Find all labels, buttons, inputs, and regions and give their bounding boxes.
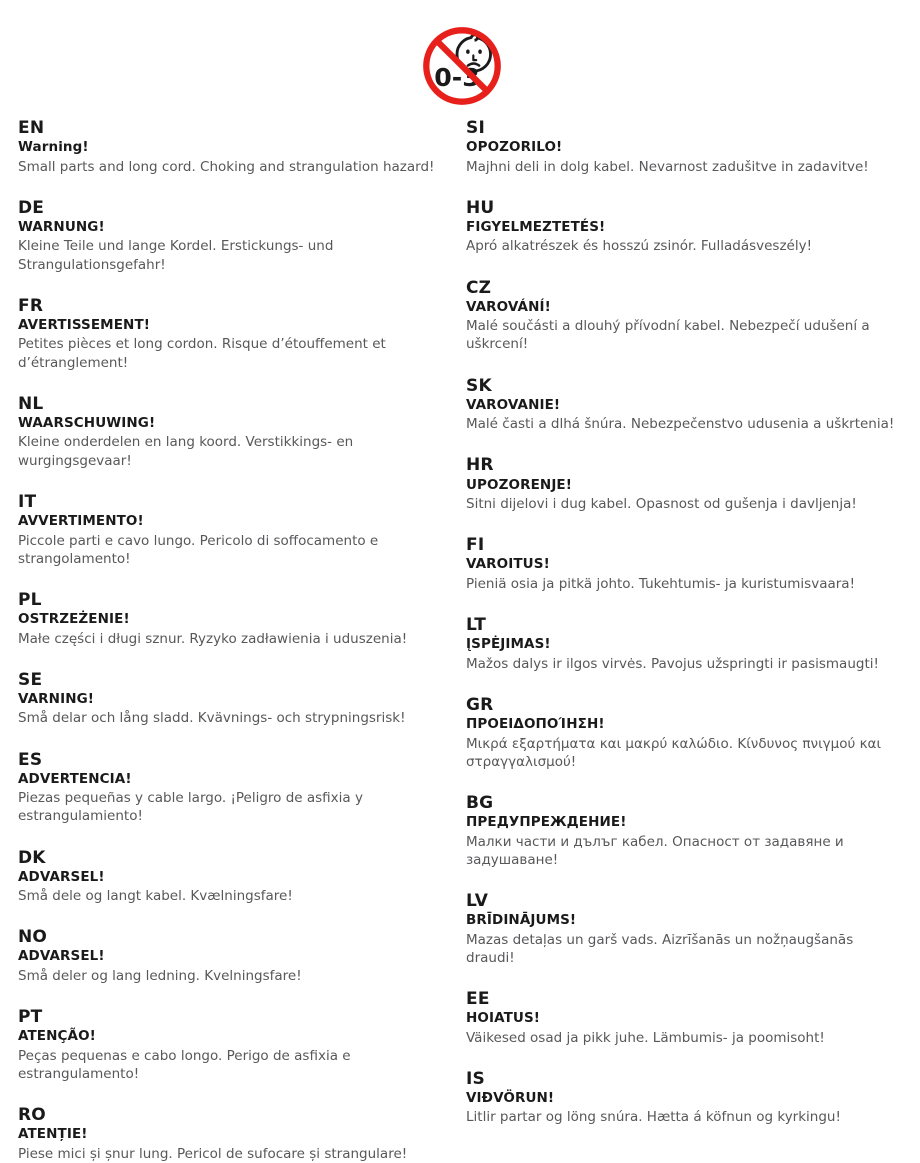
- age-restriction-0-3-svg: [420, 24, 504, 108]
- warning-text: Majhni deli in dolg kabel. Nevarnost zadušitve in zadavitve!: [466, 158, 869, 175]
- warning-text: Sitni dijelovi i dug kabel. Opasnost od gušenja i davljenja!: [466, 496, 857, 513]
- warning-block-hr: [466, 455, 914, 513]
- language-code: NO: [18, 927, 48, 948]
- language-code: NL: [18, 393, 44, 414]
- warning-block-gr: [466, 695, 914, 771]
- warning-block-en: [18, 118, 454, 176]
- language-code: RO: [18, 1105, 46, 1126]
- warning-block-ee: [466, 989, 914, 1047]
- warning-word: VIÐVÖRUN!: [466, 1089, 555, 1106]
- warning-text: Piese mici și șnur lung. Pericol de sufocare și strangulare!: [18, 1145, 408, 1162]
- language-code: LT: [466, 615, 487, 636]
- pictogram-area: [0, 0, 920, 120]
- warning-word: ПРЕДУПРЕЖДЕНИЕ!: [466, 813, 627, 830]
- warning-word: VAROITUS!: [466, 556, 550, 573]
- warning-word: WAARSCHUWING!: [18, 414, 156, 431]
- warning-text: Малки части и дълъг кабел. Опасност от задавяне и задушаване!: [466, 833, 844, 868]
- warning-text: Small parts and long cord. Choking and strangulation hazard!: [18, 158, 435, 175]
- warning-word: UPOZORENJE!: [466, 476, 573, 493]
- language-code: PL: [18, 589, 42, 610]
- warning-word: ADVERTENCIA!: [18, 770, 132, 787]
- warning-block-es: [18, 750, 454, 826]
- language-code: SE: [18, 669, 43, 690]
- warning-word: AVVERTIMENTO!: [18, 512, 144, 529]
- language-code: HU: [466, 197, 495, 218]
- warning-word: ATENÇÃO!: [18, 1028, 96, 1045]
- language-code: HR: [466, 455, 494, 476]
- language-code: SK: [466, 375, 492, 396]
- language-code: FR: [18, 295, 44, 316]
- warning-text: Små delar och lång sladd. Kvävnings- och strypningsrisk!: [18, 710, 406, 727]
- warning-columns: [0, 118, 920, 1163]
- warning-text: Piezas pequeñas y cable largo. ¡Peligro de asfixia y estrangulamiento!: [18, 790, 363, 825]
- warning-text: Kleine onderdelen en lang koord. Verstikkings- en wurgingsgevaar!: [18, 434, 354, 469]
- warning-word: ADVARSEL!: [18, 948, 105, 965]
- warning-block-sk: [466, 376, 914, 434]
- warning-block-bg: [466, 793, 914, 869]
- warning-block-hu: [466, 198, 914, 256]
- warning-word: OSTRZEŻENIE!: [18, 610, 130, 627]
- language-code: SI: [466, 118, 485, 138]
- language-code: IT: [18, 491, 37, 512]
- warning-text: Malé časti a dlhá šnúra. Nebezpečenstvo udusenia a uškrtenia!: [466, 416, 895, 433]
- warning-word: ΠΡΟΕΙΔΟΠΟΊΗΣΗ!: [466, 715, 605, 732]
- warning-column-right: [460, 118, 920, 1127]
- warning-word: BRĪDINĀJUMS!: [466, 912, 577, 929]
- language-code: IS: [466, 1068, 485, 1089]
- warning-block-it: [18, 492, 454, 568]
- warning-text: Pieniä osia ja pitkä johto. Tukehtumis- ja kuristumisvaara!: [466, 575, 855, 592]
- warning-block-lt: [466, 615, 914, 673]
- warning-block-dk: [18, 848, 454, 906]
- warning-word: ATENȚIE!: [18, 1126, 88, 1143]
- language-code: DE: [18, 197, 45, 218]
- warning-text: Petites pièces et long cordon. Risque d’étouffement et d’étranglement!: [18, 336, 386, 371]
- warning-text: Kleine Teile und lange Kordel. Erstickungs- und Strangulationsgefahr!: [18, 238, 334, 273]
- warning-block-fr: [18, 296, 454, 372]
- language-code: GR: [466, 694, 494, 715]
- warning-text: Μικρά εξαρτήματα και μακρύ καλώδιο. Κίνδυνος πνιγμού και στραγγαλισμού!: [466, 735, 882, 770]
- warning-text: Små deler og lang ledning. Kvelningsfare!: [18, 968, 302, 984]
- warning-text: Peças pequenas e cabo longo. Perigo de asfixia e estrangulamento!: [18, 1047, 351, 1083]
- language-code: EN: [18, 118, 45, 138]
- warning-word: ĮSPĖJIMAS!: [466, 636, 551, 653]
- warning-text: Apró alkatrészek és hosszú zsinór. Fulladásveszély!: [466, 238, 813, 255]
- warning-text: Mažos dalys ir ilgos virvės. Pavojus užspringti ir pasismaugti!: [466, 655, 879, 672]
- warning-column-left: [0, 118, 460, 1163]
- warning-word: VARNING!: [18, 690, 95, 707]
- warning-block-ro: [18, 1105, 454, 1163]
- warning-block-pt: [18, 1007, 454, 1083]
- warning-word: VAROVANIE!: [466, 396, 561, 413]
- language-code: ES: [18, 749, 43, 770]
- warning-text: Małe części i długi sznur. Ryzyko zadławienia i uduszenia!: [18, 630, 408, 647]
- warning-word: HOIATUS!: [466, 1010, 541, 1027]
- warning-text: Mazas detaļas un garš vads. Aizrīšanās un nožņaugšanās draudi!: [466, 931, 854, 966]
- warning-block-de: [18, 198, 454, 274]
- warning-block-nl: [18, 394, 454, 470]
- language-code: EE: [466, 989, 490, 1009]
- warning-word: ADVARSEL!: [18, 868, 105, 885]
- warning-word: OPOZORILO!: [466, 139, 563, 156]
- warning-block-se: [18, 670, 454, 728]
- warning-block-no: [18, 927, 454, 985]
- language-code: PT: [18, 1007, 43, 1028]
- warning-word: WARNUNG!: [18, 218, 105, 235]
- warning-block-si: [466, 118, 914, 176]
- language-code: DK: [18, 847, 46, 868]
- warning-block-lv: [466, 891, 914, 967]
- language-code: BG: [466, 792, 494, 813]
- warning-word: VAROVÁNÍ!: [466, 298, 551, 315]
- warning-text: Malé součásti a dlouhý přívodní kabel. Nebezpečí udušení a uškrcení!: [466, 318, 870, 353]
- warning-block-pl: [18, 590, 454, 648]
- warning-text: Små dele og langt kabel. Kvælningsfare!: [18, 888, 293, 905]
- warning-text: Litlir partar og löng snúra. Hætta á köfnun og kyrkingu!: [466, 1109, 841, 1126]
- age-restriction-0-3-icon: [420, 24, 504, 108]
- warning-text: Väikesed osad ja pikk juhe. Lämbumis- ja poomisoht!: [466, 1029, 825, 1046]
- warning-word: AVERTISSEMENT!: [18, 316, 151, 333]
- language-code: CZ: [466, 277, 492, 298]
- warning-block-is: [466, 1069, 914, 1127]
- warning-text: Piccole parti e cavo lungo. Pericolo di soffocamento e strangolamento!: [18, 532, 379, 567]
- age-range-label: 0-3: [434, 63, 480, 93]
- warning-word: Warning!: [18, 139, 89, 156]
- warning-block-fi: [466, 535, 914, 593]
- language-code: FI: [466, 535, 485, 556]
- warning-word: FIGYELMEZTETÉS!: [466, 218, 606, 235]
- language-code: LV: [466, 890, 489, 911]
- warning-block-cz: [466, 278, 914, 354]
